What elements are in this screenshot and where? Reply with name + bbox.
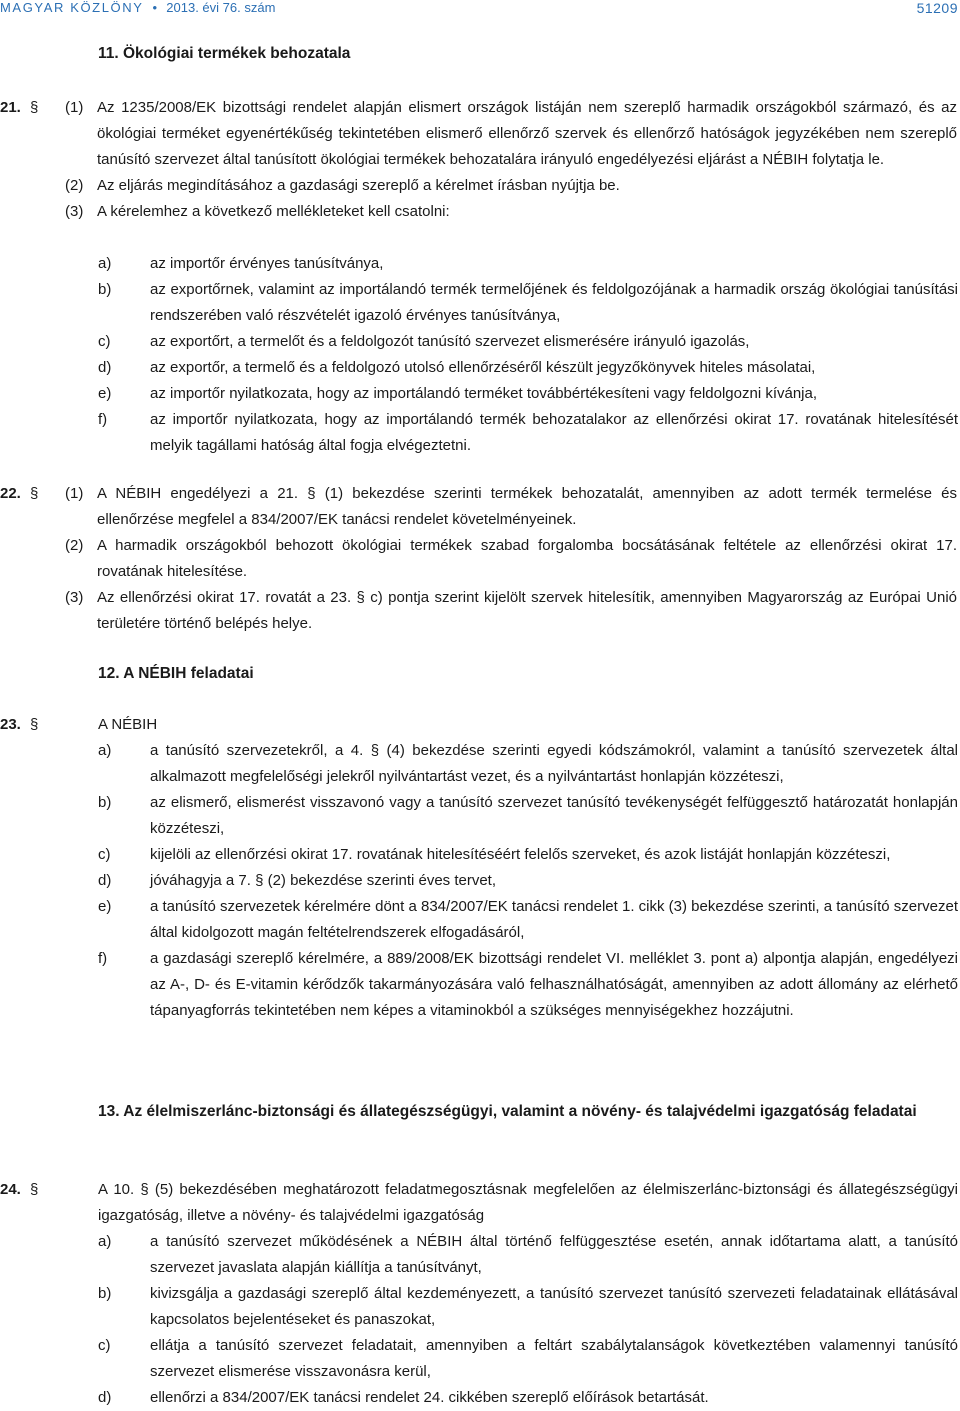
item-label: c) [98, 333, 111, 350]
para-23-intro: A NÉBIH [98, 716, 158, 733]
subsection-label: (3) [65, 589, 84, 606]
para-24-body [98, 1177, 958, 1411]
subsection-label: (2) [65, 537, 84, 554]
section-11-title: 11. Ökológiai termékek behozatala [98, 45, 351, 62]
list-item [98, 842, 958, 868]
section-13-title: 13. Az élelmiszerlánc-biztonsági és állategészségügyi, valamint a növény- és talajvédelmi igazgatóság feladatai [98, 1103, 917, 1120]
item-label: c) [98, 846, 111, 863]
item-label: b) [98, 1285, 112, 1302]
subsection-text: Az 1235/2008/EK bizottsági rendelet alapján elismert országok listáján nem szereplő harmadik országokból származó, és az ökológiai terméket egyenértékűség tekintetében elismerő ellenőrző szervek és ellenőrző hatóságok jegyzékében nem szereplő tanúsító szervezet által tanúsított ökológiai termékek behozatalára irányuló engedélyezési eljárást a NÉBIH folytatja le. [97, 99, 957, 168]
list-item [98, 738, 958, 790]
list-item [98, 868, 958, 894]
item-text: a tanúsító szervezet működésének a NÉBIH által történő felfüggesztése esetén, annak időtartama alatt, a tanúsító szervezet javaslata alapján kiállítja a tanúsítványt, [150, 1233, 958, 1276]
header-bullet: • [152, 0, 158, 15]
para-21-sign: § [30, 99, 39, 116]
para-21-body [65, 95, 957, 225]
subsection-text: A NÉBIH engedélyezi a 21. § (1) bekezdése szerinti termékek behozatalát, amennyiben az adott termék termelése és ellenőrzése megfelel a 834/2007/EK tanácsi rendelet követelményeinek. [97, 485, 957, 528]
list-item [98, 251, 958, 277]
para-21-number: 21. [0, 99, 21, 116]
item-label: a) [98, 742, 112, 759]
item-label: e) [98, 898, 112, 915]
item-text: az importőr érvényes tanúsítványa, [150, 255, 384, 272]
para-21-subsection-2 [65, 173, 957, 199]
para-24-number: 24. [0, 1181, 21, 1198]
para-23-number: 23. [0, 716, 21, 733]
journal-name: MAGYAR KÖZLÖNY [0, 0, 144, 15]
item-label: b) [98, 794, 112, 811]
subsection-label: (1) [65, 485, 84, 502]
list-item [98, 407, 958, 459]
list-item [98, 1229, 958, 1281]
para-22-subsection-3 [65, 585, 957, 637]
item-text: az elismerő, elismerést visszavonó vagy a tanúsító szervezet tanúsító tevékenységét felfüggesztő határozatát honlapján közzéteszi, [150, 794, 958, 837]
item-label: e) [98, 385, 112, 402]
para-21-subsection-1 [65, 95, 957, 173]
para-24-intro: A 10. § (5) bekezdésében meghatározott feladatmegosztásnak megfelelően az élelmiszerlánc-biztonsági és állategészségügyi igazgatóság, illetve a növény- és talajvédelmi igazgatóság [98, 1181, 958, 1224]
item-text: az importőr nyilatkozata, hogy az importálandó termék behozatalakor az ellenőrzési okirat 17. rovatának hitelesítését melyik tagállami hatóság által fogja elvégeztetni. [150, 411, 958, 454]
page-number: 51209 [916, 0, 958, 16]
item-label: d) [98, 872, 112, 889]
list-item [98, 894, 958, 946]
list-item [98, 1385, 958, 1411]
item-text: jóváhagyja a 7. § (2) bekezdése szerinti éves tervet, [150, 872, 497, 889]
para-24-sign: § [30, 1181, 39, 1198]
subsection-label: (2) [65, 177, 84, 194]
list-item [98, 329, 958, 355]
journal-issue: 2013. évi 76. szám [166, 0, 276, 15]
item-label: d) [98, 1389, 112, 1406]
item-text: kijelöli az ellenőrzési okirat 17. rovatának hitelesítéséért felelős szerveket, és azok listáját honlapján közzéteszi, [150, 846, 891, 863]
para-22-number: 22. [0, 485, 21, 502]
para-22-sign: § [30, 485, 39, 502]
list-item [98, 277, 958, 329]
para-22-subsection-2 [65, 533, 957, 585]
list-item [98, 1281, 958, 1333]
para-21-item-list [98, 251, 958, 459]
subsection-text: Az eljárás megindításához a gazdasági szereplő a kérelmet írásban nyújtja be. [97, 177, 620, 194]
journal-header [0, 0, 275, 15]
list-item [98, 1333, 958, 1385]
item-text: a gazdasági szereplő kérelmére, a 889/2008/EK bizottsági rendelet VI. melléklet 3. pont a) alpontja alapján, engedélyezi az A-, D- és E-vitamin kérődzők takarmányozására való felhasználhatóságát, amennyiben az adott állomány az elérhető tápanyagforrás tekintetében nem képes a vitaminokból a szükséges mennyiségekhez hozzájutni. [150, 950, 958, 1019]
item-label: c) [98, 1337, 111, 1354]
item-text: az exportőr, a termelő és a feldolgozó utolsó ellenőrzéséről készült jegyzőkönyvek hiteles másolatai, [150, 359, 816, 376]
section-12-title: 12. A NÉBIH feladatai [98, 665, 254, 682]
item-label: b) [98, 281, 112, 298]
item-text: kivizsgálja a gazdasági szereplő által kezdeményezett, a tanúsító szervezet tanúsító szervezeti feladatainak ellátásával kapcsolatos bejelentéseket és panaszokat, [150, 1285, 958, 1328]
item-text: ellátja a tanúsító szervezet feladatait, amennyiben a feltárt szabálytalanságok következtében valamennyi tanúsító szervezet elismerése visszavonásra kerül, [150, 1337, 958, 1380]
item-text: az exportőrnek, valamint az importálandó termék termelőjének és feldolgozójának a harmadik ország ökológiai tanúsítási rendszerében való részvételét igazoló érvényes tanúsítványa, [150, 281, 958, 324]
item-label: a) [98, 1233, 112, 1250]
subsection-text: A kérelemhez a következő mellékleteket kell csatolni: [97, 203, 450, 220]
item-text: az importőr nyilatkozata, hogy az importálandó terméket továbbértékesíteni vagy feldolgozni kívánja, [150, 385, 818, 402]
para-23-sign: § [30, 716, 39, 733]
item-text: ellenőrzi a 834/2007/EK tanácsi rendelet 24. cikkében szereplő előírások betartását. [150, 1389, 709, 1406]
item-text: az exportőrt, a termelőt és a feldolgozót tanúsító szervezet elismerésére irányuló igazolás, [150, 333, 750, 350]
list-item [98, 381, 958, 407]
list-item [98, 355, 958, 381]
subsection-label: (1) [65, 99, 84, 116]
para-23-body [98, 712, 958, 1024]
item-text: a tanúsító szervezetekről, a 4. § (4) bekezdése szerinti egyedi kódszámokról, valamint a tanúsító szervezetek által alkalmazott megfelelőségi jelekről nyilvántartást vezet, és a nyilvántartást honlapján közzéteszi, [150, 742, 958, 785]
list-item [98, 790, 958, 842]
subsection-text: Az ellenőrzési okirat 17. rovatát a 23. § c) pontja szerint kijelölt szervek hitelesítik, amennyiben Magyarország az Európai Unió területére történő belépés helye. [97, 589, 957, 632]
subsection-label: (3) [65, 203, 84, 220]
item-text: a tanúsító szervezetek kérelmére dönt a 834/2007/EK tanácsi rendelet 1. cikk (3) bekezdése szerinti, a tanúsító szervezet által kidolgozott magán feltételrendszerek elfogadásáról, [150, 898, 958, 941]
item-label: a) [98, 255, 112, 272]
para-21-subsection-3 [65, 199, 957, 225]
list-item [98, 946, 958, 1024]
item-label: f) [98, 411, 108, 428]
item-label: f) [98, 950, 108, 967]
subsection-text: A harmadik országokból behozott ökológiai termékek szabad forgalomba bocsátásának feltétele az ellenőrzési okirat 17. rovatának hitelesítése. [97, 537, 957, 580]
para-22-body [65, 481, 957, 637]
para-22-subsection-1 [65, 481, 957, 533]
item-label: d) [98, 359, 112, 376]
